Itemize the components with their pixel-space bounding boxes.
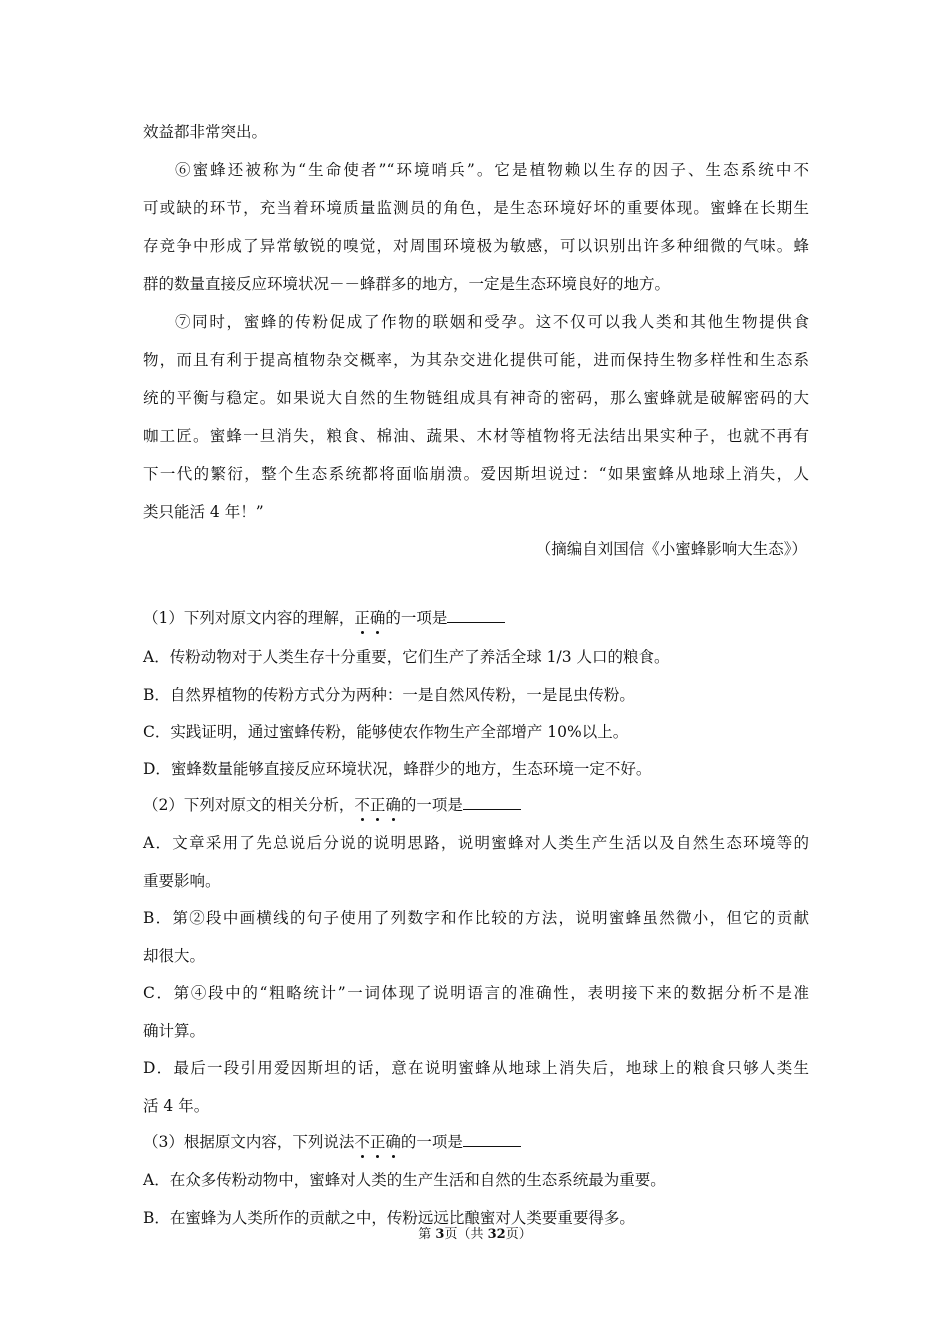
emphasis-char: 确 xyxy=(385,1133,401,1151)
question-2-option-c: C．第④段中的“粗略统计”一词体现了说明语言的准确性，表明接下来的数据分析不是准 xyxy=(143,984,809,1002)
question-3-option-a: A．在众多传粉动物中，蜜蜂对人类的生产生活和自然的生态系统最为重要。 xyxy=(143,1171,666,1189)
article-line: 效益都非常突出。 xyxy=(143,123,268,141)
answer-blank[interactable] xyxy=(463,1130,521,1147)
question-1-option-b: B．自然界植物的传粉方式分为两种：一是自然风传粉，一是昆虫传粉。 xyxy=(143,686,635,704)
article-line: 下一代的繁衍，整个生态系统都将面临崩溃。爱因斯坦说过：“如果蜜蜂从地球上消失，人 xyxy=(143,465,809,483)
question-2-option-a-cont: 重要影响。 xyxy=(143,872,221,890)
answer-blank[interactable] xyxy=(447,606,505,623)
current-page: 3 xyxy=(435,1227,445,1242)
emphasis-char: 不 xyxy=(354,796,370,814)
question-3-stem: （3）根据原文内容，下列说法不正确的一项是 xyxy=(143,1130,809,1153)
total-pages: 32 xyxy=(487,1227,506,1242)
question-2-option-a: A．文章采用了先总说后分说的说明思路，说明蜜蜂对人类生产生活以及自然生态环境等的 xyxy=(143,834,809,852)
article-line: 群的数量直接反应环境状况－－蜂群多的地方，一定是生态环境良好的地方。 xyxy=(143,275,671,293)
page-number: 第 3页（共 32页） xyxy=(418,1227,532,1242)
question-2-stem: （2）下列对原文的相关分析，不正确的一项是 xyxy=(143,793,809,816)
emphasis-char: 确 xyxy=(369,609,386,627)
emphasis-char: 正 xyxy=(369,1133,386,1151)
article-line: ⑦同时，蜜蜂的传粉促成了作物的联姻和受孕。这不仅可以我人类和其他生物提供食 xyxy=(175,313,809,331)
question-3-option-b: B．在蜜蜂为人类所作的贡献之中，传粉远远比酿蜜对人类要重要得多。 xyxy=(143,1209,635,1227)
article-line: 存竞争中形成了异常敏锐的嗅觉，对周围环境极为敏感，可以识别出许多种细微的气味。蜂 xyxy=(143,237,809,255)
emphasis-char: 确 xyxy=(385,796,401,814)
emphasis-char: 正 xyxy=(354,609,370,627)
question-2-option-c-cont: 确计算。 xyxy=(143,1022,206,1040)
question-2-option-b: B．第②段中画横线的句子使用了列数字和作比较的方法，说明蜜蜂虽然微小，但它的贡献 xyxy=(143,909,809,927)
article-line: 物，而且有利于提高植物杂交概率，为其杂交进化提供可能，进而保持生物多样性和生态系 xyxy=(143,351,809,369)
article-line: 统的平衡与稳定。如果说大自然的生物链组成具有神奇的密码，那么蜜蜂就是破解密码的大 xyxy=(143,389,809,407)
question-2-option-d-cont: 活 4 年。 xyxy=(143,1097,210,1115)
article-line: 可或缺的环节，充当着环境质量监测员的角色，是生态环境好坏的重要体现。蜜蜂在长期生 xyxy=(143,199,809,217)
question-1-option-a: A．传粉动物对于人类生存十分重要，它们生产了养活全球 1/3 人口的粮食。 xyxy=(143,648,670,666)
article-line: 类只能活 4 年！” xyxy=(143,503,264,521)
question-1-option-c: C．实践证明，通过蜜蜂传粉，能够使农作物生产全部增产 10%以上。 xyxy=(143,723,629,741)
question-2-option-b-cont: 却很大。 xyxy=(143,947,206,965)
emphasis-char: 不 xyxy=(354,1133,370,1151)
question-2-option-d: D．最后一段引用爱因斯坦的话，意在说明蜜蜂从地球上消失后，地球上的粮食只够人类生 xyxy=(143,1059,809,1077)
article-source: （摘编自刘国信《小蜜蜂影响大生态》） xyxy=(535,540,807,558)
question-1-option-d: D．蜜蜂数量能够直接反应环境状况，蜂群少的地方，生态环境一定不好。 xyxy=(143,760,652,778)
article-line: 咖工匠。蜜蜂一旦消失，粮食、棉油、蔬果、木材等植物将无法结出果实种子，也就不再有 xyxy=(143,427,809,445)
article-line: ⑥蜜蜂还被称为“生命使者”“环境哨兵”。它是植物赖以生存的因子、生态系统中不 xyxy=(175,161,809,179)
emphasis-char: 正 xyxy=(369,796,386,814)
question-1-stem: （1）下列对原文内容的理解，正确的一项是 xyxy=(143,606,809,629)
answer-blank[interactable] xyxy=(463,793,521,810)
